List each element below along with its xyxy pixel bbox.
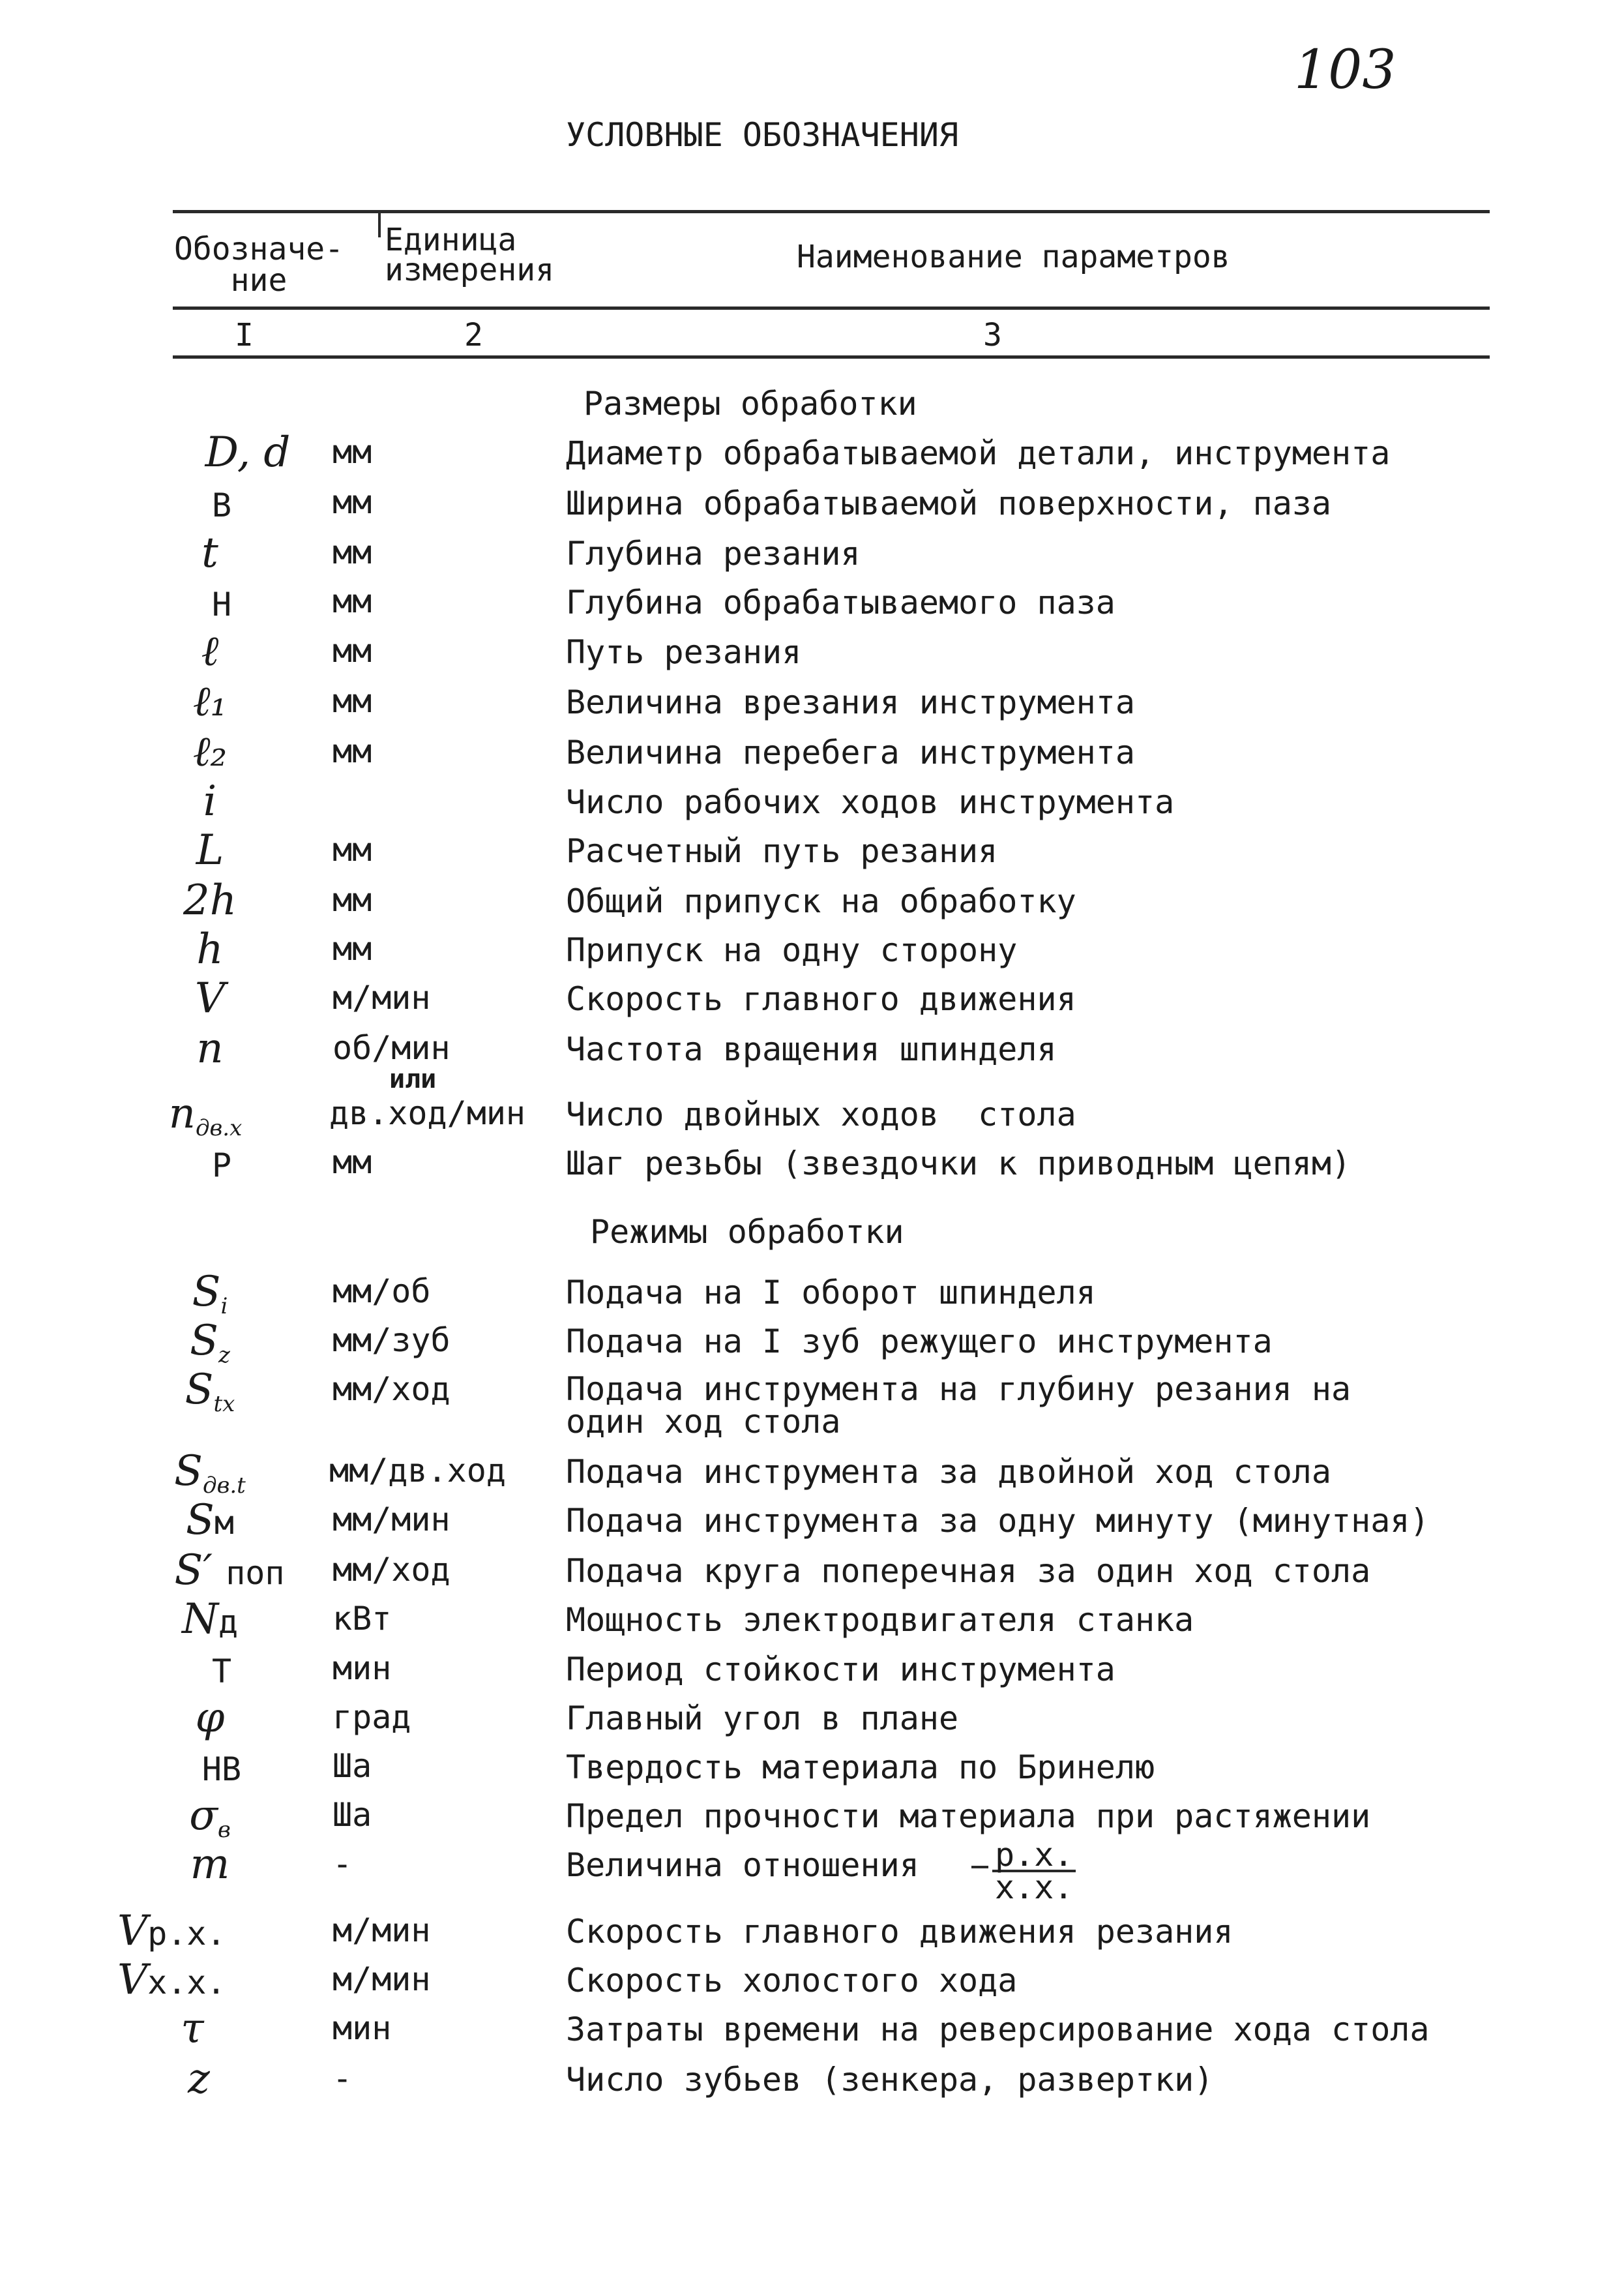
row-unit: м/мин (332, 1911, 431, 1949)
table-row (0, 1143, 1624, 1193)
row-symbol: φ (195, 1694, 225, 1742)
row-unit: - (332, 2059, 353, 2097)
table-row (0, 1025, 1624, 1079)
row-unit: об/мин (332, 1029, 450, 1067)
row-unit: град (332, 1698, 411, 1736)
row-symbol: Sм (186, 1496, 234, 1544)
row-symbol: $S_{дв.t}$ (174, 1447, 246, 1499)
row-name: Величина отношения (566, 1846, 919, 1884)
row-name: Мощность электродвигателя станка (566, 1601, 1194, 1639)
table-row (0, 1836, 1624, 1913)
table-row (0, 2005, 1624, 2059)
row-name: Главный угол в плане (566, 1699, 959, 1737)
row-unit: дв.ход/мин (329, 1094, 526, 1132)
row-name: Величина врезания инструмента (566, 683, 1135, 721)
column-number-1: I (235, 317, 254, 353)
row-symbol: P (211, 1146, 232, 1184)
row-name: Подача на I оборот шпинделя (566, 1274, 1096, 1311)
row-symbol: i (203, 777, 217, 826)
row-unit: Ша (332, 1747, 372, 1785)
table-row (0, 678, 1624, 732)
column-number-2: 2 (464, 317, 483, 353)
row-symbol: ℓ₁ (192, 678, 228, 726)
row-name: Подача инструмента за одну минуту (минутная) (566, 1502, 1430, 1540)
fraction (992, 1836, 1076, 1906)
row-symbol: H (211, 586, 232, 623)
row-name: Общий припуск на обработку (566, 882, 1076, 920)
row-name: Ширина обрабатываемой поверхности, паза (566, 485, 1331, 522)
row-name: Диаметр обрабатываемой детали, инструмента (566, 434, 1391, 472)
row-unit: мм (332, 732, 372, 770)
row-unit: кВт (332, 1600, 392, 1638)
section-title: Размеры обработки (583, 385, 917, 423)
row-symbol: h (196, 925, 224, 974)
fraction-dash (971, 1866, 988, 1868)
row-name: Глубина резания (566, 535, 861, 573)
row-name: Путь резания (566, 633, 802, 671)
row-symbol: τ (181, 2005, 204, 2053)
page-number: 103 (1294, 39, 1396, 101)
row-symbol: Vр.х. (117, 1907, 226, 1955)
row-symbol: z (188, 2055, 210, 2103)
row-unit: мм/ход (332, 1551, 450, 1589)
unit-note-or: или (389, 1064, 437, 1094)
row-name: Скорость главного движения (566, 980, 1076, 1018)
row-unit: мин (332, 2009, 392, 2047)
row-name: Скорость главного движения резания (566, 1913, 1233, 1951)
header-tick (378, 210, 381, 237)
row-name: Число зубьев (зенкера, развертки) (566, 2061, 1214, 2099)
row-symbol: L (196, 826, 224, 875)
row-unit: - (332, 1845, 353, 1883)
row-unit: мм (332, 533, 372, 571)
row-symbol: t (201, 529, 218, 577)
table-row (0, 974, 1624, 1028)
row-symbol: ℓ (201, 627, 219, 676)
column-number-3: 3 (983, 317, 1002, 353)
row-unit: мм (332, 582, 372, 620)
row-unit: мм/об (332, 1272, 431, 1310)
row-unit: мм (332, 881, 372, 919)
header-rule (173, 307, 1490, 310)
row-name: Подача инструмента за двойной ход стола (566, 1453, 1331, 1491)
row-name: Припуск на одну сторону (566, 931, 1018, 969)
page-title: УСЛОВНЫЕ ОБОЗНАЧЕНИЯ (566, 116, 959, 154)
row-name: Твердость материала по Бринелю (566, 1748, 1155, 1786)
row-symbol: HB (201, 1750, 242, 1788)
table-row (0, 1366, 1624, 1451)
table-row (0, 627, 1624, 681)
row-name: Число рабочих ходов инструмента (566, 783, 1175, 821)
table-row (0, 483, 1624, 533)
row-symbol: $S_i$ (192, 1268, 228, 1319)
row-unit: мм (332, 632, 372, 670)
table-row (0, 428, 1624, 483)
row-unit: мин (332, 1649, 392, 1687)
row-unit: мм (332, 483, 372, 521)
row-symbol: ℓ₂ (192, 728, 228, 776)
row-symbol: $n_{дв.х}$ (168, 1090, 243, 1141)
row-symbol: Nд (181, 1595, 239, 1643)
row-symbol: S′ поп (174, 1546, 285, 1594)
row-symbol: V (194, 974, 226, 1023)
row-name: Частота вращения шпинделя (566, 1030, 1057, 1068)
row-symbol: D, d (205, 428, 291, 477)
row-unit: мм/ход (332, 1370, 450, 1408)
row-symbol: 2h (183, 876, 237, 925)
row-symbol: n (196, 1025, 224, 1073)
row-unit: мм (332, 930, 372, 968)
row-name: Затраты времени на реверсирование хода стола (566, 2011, 1430, 2048)
section-title: Режимы обработки (590, 1213, 904, 1251)
table-top-rule (173, 210, 1490, 213)
table-row (0, 1496, 1624, 1550)
row-unit: мм (332, 1143, 372, 1181)
row-unit: м/мин (332, 1960, 431, 1998)
row-unit: мм (332, 682, 372, 720)
row-unit: Ша (332, 1796, 372, 1834)
row-unit: мм (332, 433, 372, 471)
fraction-numerator: р.х. (992, 1840, 1076, 1872)
row-name: Подача круга поперечная за один ход стола (566, 1552, 1371, 1590)
row-symbol: T (211, 1653, 232, 1690)
row-name: Предел прочности материала при растяжении (566, 1797, 1371, 1835)
row-unit: мм (332, 831, 372, 869)
row-name: Скорость холостого хода (566, 1962, 1018, 1999)
row-symbol: m (190, 1840, 230, 1889)
row-unit: мм/дв.ход (329, 1452, 506, 1489)
row-symbol: $\sigma_в$ (189, 1791, 231, 1843)
row-symbol: B (211, 486, 232, 524)
numbers-rule (173, 355, 1490, 359)
row-name: Расчетный путь резания (566, 832, 998, 870)
row-symbol: $S_{tx}$ (185, 1366, 235, 1417)
row-unit: мм/мин (332, 1501, 450, 1538)
row-name: Период стойкости инструмента (566, 1651, 1115, 1688)
column-header-symbol: Обозначе- ние (173, 231, 344, 299)
row-unit: мм/зуб (332, 1321, 450, 1359)
row-name: Глубина обрабатываемого паза (566, 584, 1115, 621)
table-row (0, 2055, 1624, 2109)
fraction-denominator: х.х. (995, 1868, 1074, 1906)
table-row (0, 826, 1624, 880)
row-name: Шаг резьбы (звездочки к приводным цепям) (566, 1144, 1351, 1182)
row-name: Подача на I зуб режущего инструмента (566, 1323, 1273, 1360)
row-name: Величина перебега инструмента (566, 734, 1135, 771)
row-symbol: Vх.х. (117, 1956, 226, 2004)
row-unit: м/мин (332, 979, 431, 1017)
column-header-unit: Единица измерения (385, 222, 555, 288)
row-symbol: $S_z$ (190, 1317, 230, 1368)
column-header-name: Наименование параметров (797, 239, 1230, 275)
row-name: Число двойных ходов стола (566, 1096, 1076, 1133)
row-name: Подача инструмента на глубину резания на один ход стола (566, 1370, 1351, 1441)
